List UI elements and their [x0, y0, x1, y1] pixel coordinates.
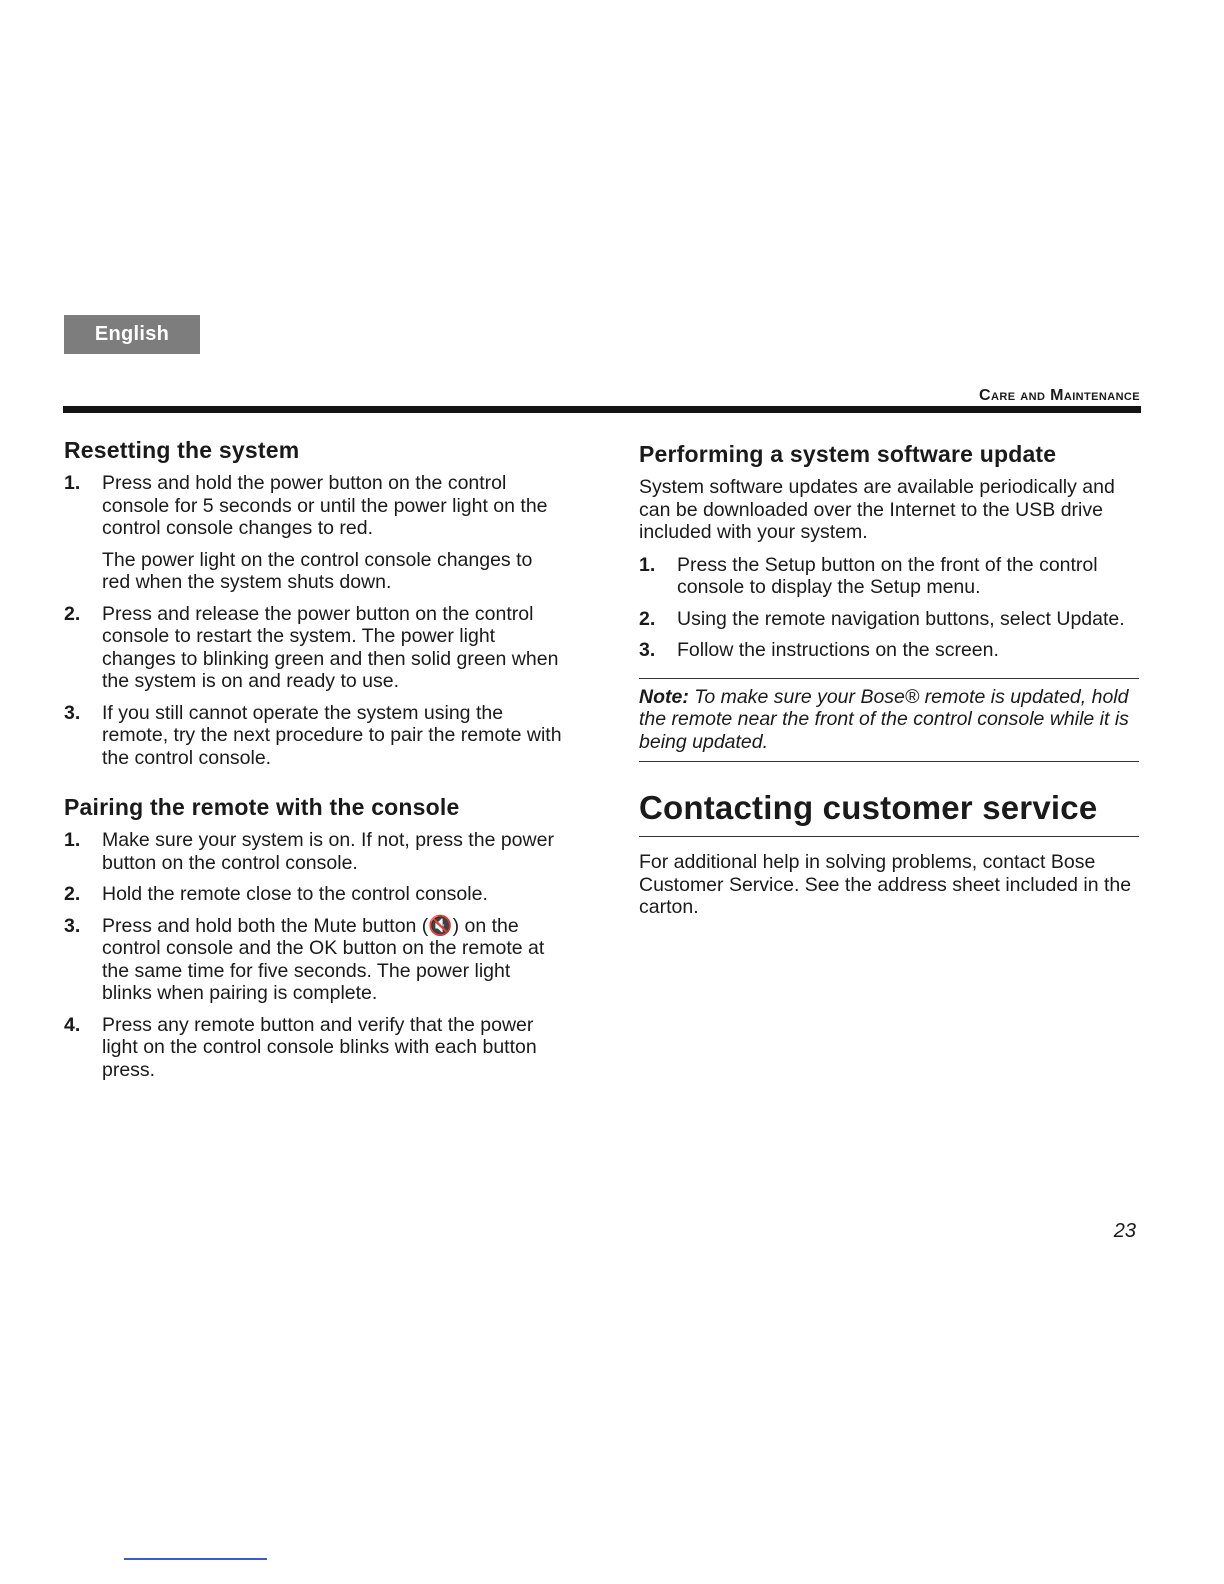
list-item: [639, 608, 1139, 631]
right-column: [639, 440, 1139, 919]
note-text: To make sure your Bose® remote is updated, hold the remote near the front of the control console while it is being updated.: [639, 685, 1129, 753]
list-item: [64, 915, 564, 1005]
step-text: Make sure your system is on. If not, press the power button on the control console.: [102, 829, 554, 874]
pairing-steps: [64, 829, 564, 1081]
step-number: 4.: [64, 1013, 81, 1036]
list-item: [64, 829, 564, 874]
step-text: Press any remote button and verify that the power light on the control console blinks with each button press.: [102, 1013, 537, 1081]
list-item: [64, 702, 564, 770]
contact-title: Contacting customer service: [639, 789, 1098, 826]
language-tab: English: [64, 315, 200, 354]
step-number: 1.: [64, 472, 81, 494]
bottom-mark: [124, 1558, 267, 1560]
list-item: [64, 1014, 564, 1082]
list-item: [64, 883, 564, 906]
pairing-title: Pairing the remote with the console: [64, 794, 460, 820]
contact-text: For additional help in solving problems, contact Bose Customer Service. See the address sheet included in the carton.: [639, 851, 1132, 918]
header-rule: [63, 406, 1141, 413]
resetting-title: Resetting the system: [64, 437, 300, 463]
update-title: Performing a system software update: [639, 441, 1057, 467]
page-number: 23: [1113, 1220, 1136, 1242]
step-number: 2.: [64, 883, 81, 905]
step-number: 1.: [639, 553, 656, 576]
step-subtext: The power light on the control console changes to red when the system shuts down.: [102, 548, 533, 593]
step-text: Follow the instructions on the screen.: [677, 639, 999, 661]
section-header: Care and Maintenance: [979, 387, 1140, 404]
step-number: 3.: [639, 639, 656, 661]
step-text: Using the remote navigation buttons, select Update.: [677, 607, 1125, 630]
step-text: If you still cannot operate the system using the remote, try the next procedure to pair the remote with the control console.: [102, 701, 562, 769]
title-rule: [639, 836, 1139, 837]
note-label: Note:: [639, 685, 689, 708]
step-text: Hold the remote close to the control console.: [102, 883, 488, 905]
update-steps: [639, 554, 1139, 662]
step-number: 2.: [64, 602, 81, 625]
list-item: [639, 554, 1139, 599]
list-item: [64, 472, 564, 594]
left-column: [64, 436, 564, 1090]
step-number: 1.: [64, 829, 81, 851]
step-text: Press and release the power button on the control console to restart the system. The power light changes to blinking green and then solid green when the system is on and ready to use.: [102, 602, 559, 692]
step-text: Press the Setup button on the front of the control console to display the Setup menu.: [677, 553, 1098, 598]
step-number: 3.: [64, 914, 81, 937]
step-text: Press and hold the power button on the control console for 5 seconds or until the power light on the control console changes to red.: [102, 472, 548, 539]
step-number: 2.: [639, 607, 656, 630]
resetting-steps: [64, 472, 564, 769]
note-box: [639, 678, 1139, 763]
step-number: 3.: [64, 701, 81, 724]
list-item: [64, 603, 564, 693]
update-intro: System software updates are available periodically and can be downloaded over the Internet to the USB drive included with your system.: [639, 476, 1115, 543]
list-item: [639, 639, 1139, 662]
step-text: Press and hold both the Mute button (🔇) on the control console and the OK button on the remote at the same time for five seconds. The power light blinks when pairing is complete.: [102, 914, 545, 1004]
